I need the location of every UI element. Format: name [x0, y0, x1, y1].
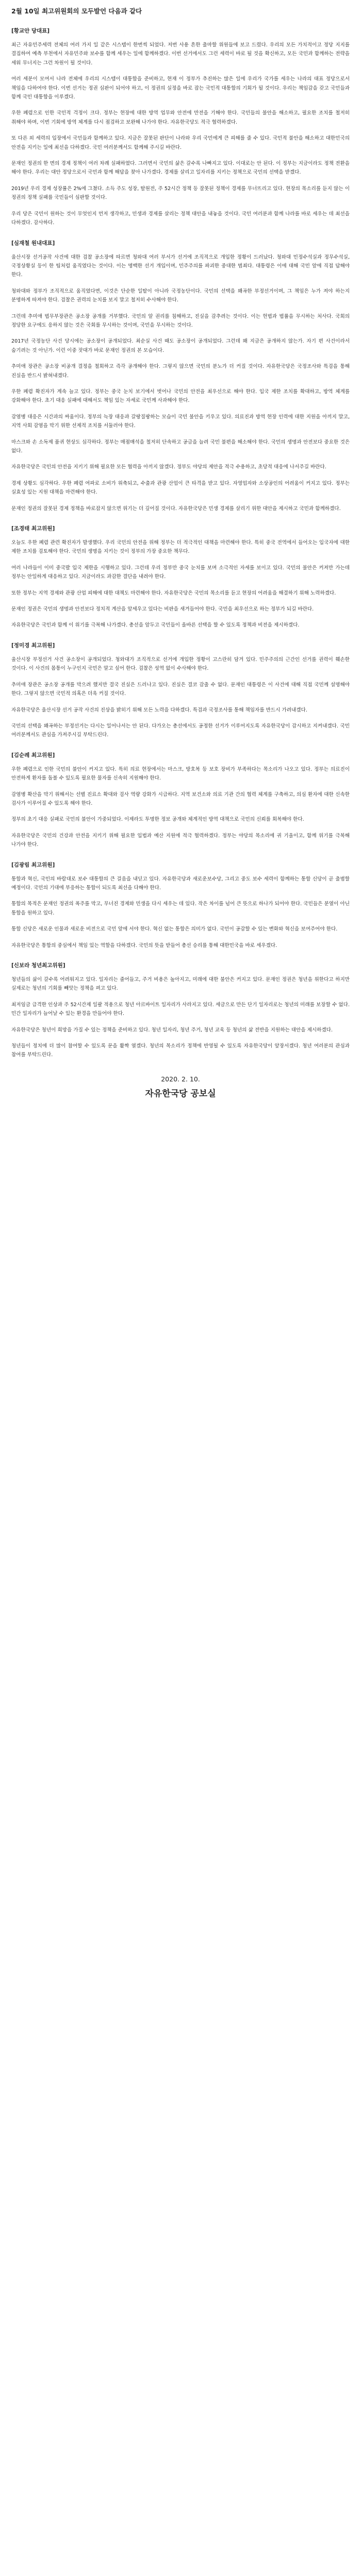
paragraph: 우리 당은 국민이 원하는 것이 무엇인지 먼저 생각하고, 민생과 경제를 살리는 정책 대안을 내놓을 것이다. 국민 여러분과 함께 나라를 바로 세우는 데 최선을 다하겠다. 감사하다.: [11, 211, 350, 226]
paragraph: 오늘도 우한 폐렴 관련 확진자가 발생했다. 우리 국민의 안전을 위해 정부는 더 적극적인 대책을 마련해야 한다. 특히 중국 전역에서 들어오는 입국자에 대한 제한 조치를 검토해야 한다. 국민의 생명을 지키는 것이 정부의 가장 중요한 책무다.: [11, 540, 350, 555]
paragraph: 최저임금 급격한 인상과 주 52시간제 일괄 적용으로 청년 아르바이트 일자리가 사라지고 있다. 세금으로 만든 단기 일자리로는 청년의 미래를 보장할 수 없다. 민간 일자리가 늘어날 수 있는 환경을 만들어야 한다.: [11, 1002, 350, 1017]
paragraph: 자유한국당은 국민의 안전을 지키기 위해 필요한 모든 협력을 아끼지 않겠다. 정부도 야당의 제안을 적극 수용하고, 초당적 대응에 나서주길 바란다.: [11, 464, 326, 470]
paragraph: 또 다른 외 세력의 입장에서 국민들과 함께하고 있다. 지금은 잘못된 판단이 나라와 우리 국민에게 큰 피해를 줄 수 있다. 국민적 불안을 해소하고 대한민국의 안전을 지키는 일에 최선을 다하겠다. 국민 여러분께서도 함께해 주시길 바란다.: [11, 135, 350, 150]
section-heading: [황교안 당대표]: [11, 28, 50, 34]
paragraph: 여러 세분이 모여서 나라 전체에 우리의 시스템이 대통합을 준비하고, 현재 이 정부가 추진하는 많은 일에 우리가 국가를 세우는 나라의 대표 정당으로서 책임을 다하여야 한다. 이번 선거는 정권 심판이 되어야 하고, 이 정권의 실정을 바로 잡는 국민적 대통합의 기회가 될 것이다. 우리는 책임감을 갖고 국민들과 함께 국민 대통합을 이루겠다.: [11, 76, 350, 100]
paragraph: 청년들의 삶이 갈수록 어려워지고 있다. 일자리는 줄어들고, 주거 비용은 높아지고, 미래에 대한 불안은 커지고 있다. 문재인 정권은 청년을 위한다고 하지만 실제로는 청년의 기회를 빼앗는 정책을 펴고 있다.: [11, 977, 350, 992]
paragraph: 우한 폐렴으로 인한 국민의 불안이 커지고 있다. 특히 의료 현장에서는 마스크, 방호복 등 보호 장비가 부족하다는 목소리가 나오고 있다. 정부는 의료진이 안전하게 환자를 돌볼 수 있도록 필요한 물자를 신속히 지원해야 한다.: [11, 766, 350, 782]
paragraph: 자유한국당은 울산시장 선거 공작 사건의 진상을 밝히기 위해 모든 노력을 다하겠다. 특검과 국정조사를 통해 책임자를 반드시 가려내겠다.: [11, 707, 307, 713]
paragraph: 통합의 목적은 문재인 정권의 폭주를 막고, 무너진 경제와 민생을 다시 세우는 데 있다. 작은 차이를 넘어 큰 뜻으로 하나가 되어야 한다. 국민들은 분열이 아닌 통합을 원하고 있다.: [11, 901, 350, 916]
signature: 자유한국당 공보실: [145, 1088, 216, 1099]
section-heading: [김순례 최고위원]: [11, 752, 55, 758]
paragraph: 2017년 국정농단 사건 당시에는 공소장이 공개되었다. 최순실 사건 때도 공소장이 공개되었다. 그런데 왜 지금은 공개하지 않는가. 자기 편 사건이라서 숨기려는 것 아닌가. 이런 이중 잣대가 바로 문재인 정권의 본 모습이다.: [11, 338, 350, 353]
paragraph: 자유한국당은 통합의 중심에서 책임 있는 역할을 다하겠다. 국민의 뜻을 받들어 총선 승리를 통해 대한민국을 바로 세우겠다.: [11, 942, 277, 948]
paragraph: 국민의 선택을 왜곡하는 부정선거는 다시는 일어나서는 안 된다. 다가오는 총선에서도 공정한 선거가 이루어지도록 자유한국당이 감시하고 지켜내겠다. 국민 여러분께서도 관심을 가져주시길 부탁드린다.: [11, 723, 350, 738]
paragraph: 경제 상황도 심각하다. 우한 폐렴 여파로 소비가 위축되고, 수출과 관광 산업이 큰 타격을 받고 있다. 자영업자와 소상공인의 어려움이 커지고 있다. 정부는 실효성 있는 지원 대책을 마련해야 한다.: [11, 480, 350, 496]
paragraph: 통합과 혁신, 국민의 바람대로 보수 대통합의 큰 걸음을 내딛고 있다. 자유한국당과 새로운보수당, 그리고 중도 보수 세력이 함께하는 통합 신당이 곧 출범할 예정이다. 국민의 기대에 부응하는 통합이 되도록 최선을 다해야 한다.: [11, 876, 350, 891]
press-release: [0, 0, 361, 1120]
release-date: 2020. 2. 10.: [161, 1075, 200, 1083]
paragraph: 우한 폐렴 확진자가 계속 늘고 있다. 정부는 중국 눈치 보기에서 벗어나 국민의 안전을 최우선으로 해야 한다. 입국 제한 조치를 확대하고, 방역 체계를 강화해야 한다. 초기 대응 실패에 대해서도 책임 있는 자세로 국민께 사과해야 한다.: [11, 388, 350, 404]
paragraph: 감염병 확산을 막기 위해서는 선별 진료소 확대와 검사 역량 강화가 시급하다. 지역 보건소와 의료 기관 간의 협력 체계를 구축하고, 의심 환자에 대한 신속한 검사가 이루어질 수 있도록 해야 한다.: [11, 791, 350, 806]
paragraph: 자유한국당은 국민의 건강과 안전을 지키기 위해 필요한 입법과 예산 지원에 적극 협력하겠다. 정부는 야당의 목소리에 귀 기울이고, 함께 위기를 극복해 나가야 한다.: [11, 833, 350, 848]
section-heading: [신보라 청년최고위원]: [11, 962, 65, 969]
paragraph: 정부의 초기 대응 실패로 국민의 불안이 가중되었다. 이제라도 투명한 정보 공개와 체계적인 방역 대책으로 국민의 신뢰를 회복해야 한다.: [11, 817, 304, 823]
paragraph: 자유한국당은 청년이 희망을 가질 수 있는 정책을 준비하고 있다. 청년 일자리, 청년 주거, 청년 교육 등 청년의 삶 전반을 지원하는 대안을 제시하겠다.: [11, 1027, 333, 1033]
paragraph: 자유한국당은 국민과 함께 이 위기를 극복해 나가겠다. 총선을 앞두고 국민들이 올바른 선택을 할 수 있도록 정책과 비전을 제시하겠다.: [11, 622, 300, 629]
paragraph: 2019년 우리 경제 성장률은 2%에 그쳤다. 소득 주도 성장, 탈원전, 주 52시간 정책 등 잘못된 정책이 경제를 무너뜨리고 있다. 현장의 목소리를 듣지 않는 이 정권의 정책 실패를 국민들이 심판할 것이다.: [11, 185, 350, 201]
paragraph: 추미애 장관은 공소장 비공개 결정을 철회하고 즉각 공개해야 한다. 그렇지 않으면 국민의 분노가 더 커질 것이다. 자유한국당은 국정조사와 특검을 통해 진실을 반드시 밝혀내겠다.: [11, 364, 350, 379]
paragraph: 그런데 추미애 법무부장관은 공소장 공개를 거부했다. 국민의 알 권리를 침해하고, 진실을 감추려는 것이다. 이는 헌법과 법률을 무시하는 처사다. 국회의 정당한 요구에도 응하지 않는 것은 국회를 무시하는 것이며, 국민을 무시하는 것이다.: [11, 313, 350, 328]
paragraph: 청년들이 정치에 더 많이 참여할 수 있도록 문을 활짝 열겠다. 청년의 목소리가 정책에 반영될 수 있도록 자유한국당이 앞장서겠다. 청년 여러분의 관심과 참여를 부탁드린다.: [11, 1043, 350, 1058]
section-heading: [김광림 최고위원]: [11, 861, 55, 868]
paragraph: 추미애 장관은 공소장 공개를 막으려 했지만 결국 진실은 드러나고 있다. 진실은 결코 감출 수 없다. 문재인 대통령은 이 사건에 대해 직접 국민께 설명해야 한다. 그렇지 않으면 국민적 의혹은 더욱 커질 것이다.: [11, 682, 350, 697]
paragraph: 통합 신당은 새로운 인물과 새로운 비전으로 국민 앞에 서야 한다. 혁신 없는 통합은 의미가 없다. 국민이 공감할 수 있는 변화와 혁신을 보여주어야 한다.: [11, 926, 338, 933]
paragraph: 여러 나라들이 이미 중국발 입국 제한을 시행하고 있다. 그런데 우리 정부만 중국 눈치를 보며 소극적인 자세를 보이고 있다. 국민의 불안은 커져만 가는데 정부는 안일하게 대응하고 있다. 지금이라도 과감한 결단을 내려야 한다.: [11, 565, 350, 580]
paragraph: 울산시장 부정선거 사건 공소장이 공개되었다. 청와대가 조직적으로 선거에 개입한 정황이 고스란히 담겨 있다. 민주주의의 근간인 선거를 권력이 훼손한 것이다. 이 사건의 몸통이 누구인지 국민은 알고 싶어 한다. 검찰은 성역 없이 수사해야 한다.: [11, 656, 350, 672]
paragraph: 문재인 정권의 한 면의 경제 정책이 여러 차례 실패하였다. 그러면서 국민의 삶은 갈수록 나빠지고 있다. 이대로는 안 된다. 이 정부는 지금이라도 정책 전환을 해야 한다. 우리는 대안 정당으로서 국민과 함께 해답을 찾아 나가겠다. 경제를 살리고 일자리를 지키는 정책으로 국민의 선택을 받겠다.: [11, 161, 350, 176]
paragraph: 청와대와 정부가 조직적으로 움직였다면, 이것은 단순한 일탈이 아니라 국정농단이다. 국민의 선택을 왜곡한 부정선거이며, 그 책임은 누가 져야 하는지 분명하게 따져야 한다. 검찰은 권력의 눈치를 보지 말고 철저히 수사해야 한다.: [11, 288, 350, 303]
document-title: 2월 10일 최고위원회의 모두발언 다음과 같다: [11, 7, 142, 15]
sections-container: [11, 27, 350, 1060]
paragraph: 최근 자유민주세력 전체의 여러 가지 일 같은 시스템이 한번씩 되었다. 저번 사용 흔한 출마할 위원들에 보고 드렸다. 우리의 모든 가치적이고 정당 지지를 결집하여 예측 부천에서 자유민주와 보수를 함께 세우는 일에 함께하겠다. 이번 선거에서도 그런 세력이 바로 될 것을 확신하고, 모든 국민과 함께하는 전략을 세워 무너지는 그런 차원이 될 것이다.: [11, 42, 350, 66]
paragraph: 또한 정부는 지역 경제와 관광 산업 피해에 대한 대책도 마련해야 한다. 자유한국당은 국민의 목소리를 듣고 현장의 어려움을 해결하기 위해 노력하겠다.: [11, 590, 336, 596]
paragraph: 감염병 대응은 시간과의 싸움이다. 정부의 늑장 대응과 갈팡질팡하는 모습이 국민 불안을 키우고 있다. 의료진과 방역 현장 인력에 대한 지원을 아끼지 말고, 지역 사회 감염을 막기 위한 선제적 조치를 서둘러야 한다.: [11, 414, 350, 429]
section-heading: [심재철 원내대표]: [11, 240, 55, 246]
paragraph: 울산시장 선거공작 사건에 대한 검찰 공소장에 따르면 청와대 여러 부서가 선거에 조직적으로 개입한 정황이 드러났다. 청와대 민정수석실과 정무수석실, 국정상황실 등이 한 팀처럼 움직였다는 것이다. 이는 명백한 선거 개입이며, 민주주의를 파괴한 중대한 범죄다. 대통령은 이에 대해 국민 앞에 직접 답해야 한다.: [11, 254, 350, 278]
paragraph: 마스크와 손 소독제 품귀 현상도 심각하다. 정부는 매점매석을 철저히 단속하고 공급을 늘려 국민 불편을 해소해야 한다. 국민의 생명과 안전보다 중요한 것은 없다.: [11, 439, 350, 454]
section-heading: [조경태 최고위원]: [11, 526, 55, 532]
section-heading: [정미경 최고위원]: [11, 642, 55, 649]
paragraph: 문재인 정권은 국민의 생명과 안전보다 정치적 계산을 앞세우고 있다는 비판을 새겨들어야 한다. 국민을 최우선으로 하는 정부가 되길 바란다.: [11, 606, 314, 613]
paragraph: 우한 폐렴으로 인한 국민적 걱정이 크다. 정부는 현장에 대한 방역 업무와 안전에 만전을 기해야 한다. 국민들의 불안을 해소하고, 필요한 조치를 철저히 취해야 하며, 이번 기회에 방역 체계를 다시 점검하고 보완해 나가야 한다. 자유한국당도 적극 협력하겠다.: [11, 110, 350, 125]
paragraph: 문재인 정권의 잘못된 경제 정책을 바로잡지 않으면 위기는 더 깊어질 것이다. 자유한국당은 민생 경제를 살리기 위한 대안을 제시하고 국민과 함께하겠다.: [11, 505, 341, 512]
